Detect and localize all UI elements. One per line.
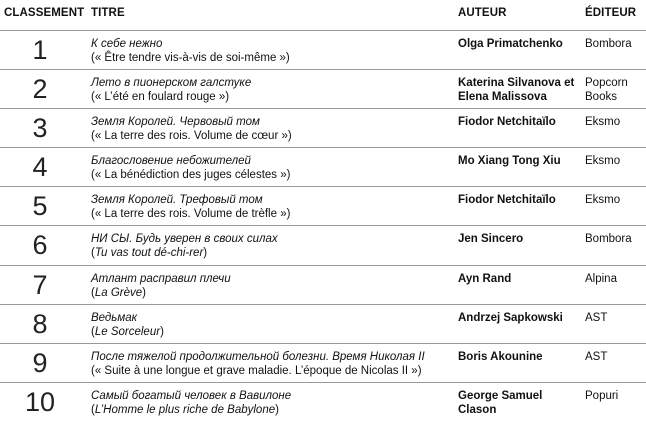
book-publisher: Bombora (585, 233, 632, 246)
book-title (91, 350, 446, 378)
title-french-text: ( (91, 286, 95, 299)
book-author: George Samuel Clason (458, 389, 543, 416)
title-french (91, 168, 446, 182)
book-author: Fiodor Netchitaïlo (458, 194, 556, 207)
title-french (91, 286, 446, 300)
title-french-text: (« La terre des rois. Volume de cœur ») (91, 130, 292, 143)
title-french-text: (« Suite à une longue et grave maladie. L’époque de Nicolas II ») (91, 364, 422, 377)
header-rank: CLASSEMENT (4, 7, 85, 19)
book-title (91, 76, 446, 104)
title-french-italic: Tu vas tout dé-chi-rer (94, 247, 204, 260)
table-row (0, 147, 646, 186)
rank-number: 4 (32, 152, 48, 183)
title-french-text: (« La terre des rois. Volume de trèfle ») (91, 208, 291, 221)
table-row (0, 343, 646, 382)
rank-number: 1 (32, 35, 48, 65)
header-publisher: ÉDITEUR (585, 7, 637, 19)
title-russian: Благословение небожителей (91, 155, 251, 168)
title-french-text: ( (91, 247, 95, 260)
book-author: Fiodor Netchitaïlo (458, 116, 556, 129)
title-russian: Лето в пионерском галстуке (91, 77, 252, 90)
title-french-close: ) (142, 286, 146, 299)
table-row (0, 30, 646, 69)
rank-number: 7 (32, 269, 48, 300)
title-french (91, 246, 446, 260)
title-french-close: ) (160, 325, 164, 338)
title-french (91, 364, 446, 378)
title-french (91, 403, 446, 417)
book-publisher: Popuri (585, 389, 619, 402)
book-title (91, 193, 446, 221)
title-french-text: ( (91, 325, 95, 338)
table-body (0, 30, 646, 421)
title-french-close: ) (203, 247, 208, 260)
title-french (91, 90, 446, 104)
header-author: AUTEUR (458, 7, 507, 19)
title-russian: Атлант расправил плечи (91, 272, 231, 285)
title-russian: К себе нежно (91, 38, 163, 50)
book-publisher: Eksmo (585, 116, 621, 129)
title-french (91, 325, 446, 339)
title-french-close: ) (275, 403, 279, 416)
rank-number: 9 (32, 347, 48, 378)
book-publisher: AST (585, 350, 608, 363)
book-title (91, 311, 446, 339)
book-title (91, 37, 446, 65)
title-russian: После тяжелой продолжительной болезни. Время Николая II (91, 350, 425, 363)
book-author: Andrzej Sapkowski (458, 311, 563, 324)
title-french-italic: Le Sorceleur (94, 325, 161, 338)
table-row (0, 69, 646, 108)
book-publisher: Eksmo (585, 155, 621, 168)
title-french (91, 207, 446, 221)
table-row (0, 186, 646, 225)
book-author: Mo Xiang Tong Xiu (458, 155, 561, 168)
rank-number: 10 (24, 386, 56, 417)
title-russian: НИ СЫ. Будь уверен в своих силах (91, 233, 278, 246)
book-author: Jen Sincero (458, 233, 524, 246)
table-row (0, 304, 646, 343)
table-row (0, 225, 646, 264)
book-publisher: Popcorn Books (585, 77, 628, 104)
table-header (0, 0, 646, 30)
book-author: Olga Primatchenko (458, 38, 563, 50)
table-row (0, 108, 646, 147)
book-publisher: Bombora (585, 38, 632, 50)
book-author: Boris Akounine (458, 350, 543, 363)
title-russian: Ведьмак (91, 311, 138, 324)
rank-number: 3 (32, 113, 48, 144)
table-row (0, 382, 646, 421)
book-title (91, 272, 446, 300)
rank-number: 5 (32, 191, 48, 222)
rank-number: 6 (32, 230, 48, 261)
title-french-italic: La Grève (94, 286, 143, 299)
title-russian: Земля Королей. Червовый том (91, 116, 260, 129)
book-publisher: Eksmo (585, 194, 621, 207)
book-author: Ayn Rand (458, 272, 512, 285)
title-french-italic: L’Homme le plus riche de Babylone (94, 403, 276, 416)
title-french-text: (« La bénédiction des juges célestes ») (91, 169, 291, 182)
book-publisher: AST (585, 311, 608, 324)
book-title (91, 115, 446, 143)
book-publisher: Alpina (585, 272, 617, 285)
rank-number: 2 (32, 74, 48, 105)
title-russian: Земля Королей. Трефовый том (91, 194, 263, 207)
book-author: Katerina Silvanova et Elena Malissova (458, 77, 575, 104)
title-french-text: (« L’été en foulard rouge ») (91, 91, 230, 104)
title-french (91, 129, 446, 143)
book-title (91, 232, 446, 260)
title-french-text: ( (91, 403, 95, 416)
book-title (91, 389, 446, 417)
rank-number: 8 (32, 308, 48, 339)
book-title (91, 154, 446, 182)
title-french (91, 51, 446, 65)
title-french-text: (« Être tendre vis-à-vis de soi-même ») (91, 52, 290, 64)
header-title: TITRE (91, 7, 125, 19)
title-russian: Самый богатый человек в Вавилоне (91, 389, 292, 402)
table-row (0, 265, 646, 304)
